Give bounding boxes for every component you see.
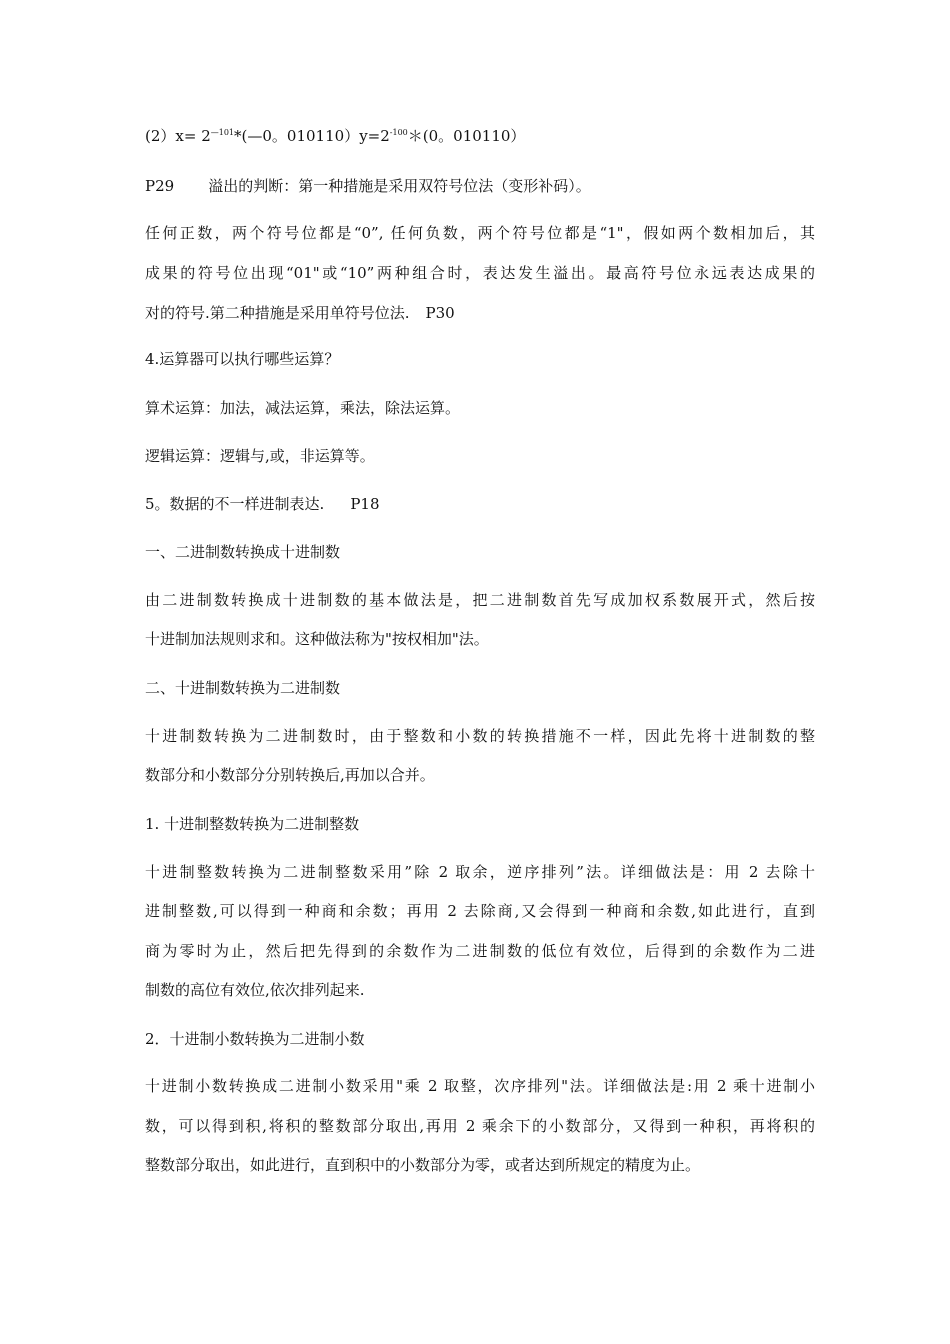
page-ref-p29: P29 [145,177,175,195]
sub2-line-1: 十进制小数转换成二进制小数采用"乘 2 取整，次序排列"法。详细做法是:用 2 乘十进制小 [145,1077,815,1095]
sec1-line-2: 十进制加法规则求和。这种做法称为"按权相加"法。 [145,630,489,648]
sub1-line-1: 十进制整数转换为二进制整数采用”除 2 取余，逆序排列”法。详细做法是：用 2 去除十 [145,863,815,881]
formula-mid: *(—0。010110）y=2 [234,127,390,145]
sec2-line-1: 十进制数转换为二进制数时，由于整数和小数的转换措施不一样，因此先将十进制数的整 [145,727,815,745]
q5-title: 5。数据的不一样进制表达. [145,495,325,513]
overflow-heading-line [145,176,815,196]
q4-title: 4.运算器可以执行哪些运算？ [145,350,340,368]
sec2-title: 二、十进制数转换为二进制数 [145,679,341,697]
overflow-para-text: 对的符号.第二种措施是采用单符号位法. [145,304,410,322]
exponent-x: —101 [210,128,235,137]
formula-line [145,126,815,146]
sec1-title: 一、二进制数转换成十进制数 [145,543,341,561]
sub1-title: 1. 十进制整数转换为二进制整数 [145,815,360,833]
sub2-line-3: 整数部分取出，如此进行，直到积中的小数部分为零，或者达到所规定的精度为止。 [145,1156,701,1174]
sec1-line-1: 由二进制数转换成十进制数的基本做法是，把二进制数首先写成加权系数展开式，然后按 [145,591,815,609]
overflow-para-line-1: 任何正数，两个符号位都是“0”, 任何负数，两个符号位都是“1"，假如两个数相加后，其 [145,224,815,242]
sub1-line-4: 制数的高位有效位,依次排列起来. [145,981,365,999]
exponent-y: -100 [389,128,408,137]
overflow-para-line-2: 成果的符号位出现“01"或“10”两种组合时，表达发生溢出。最高符号位永远表达成果的 [145,264,815,282]
overflow-para-line-3 [145,303,815,323]
overflow-heading: 溢出的判断：第一种措施是采用双符号位法（变形补码）。 [208,177,591,195]
formula-prefix: (2）x= 2 [145,127,211,145]
sub2-line-2: 数，可以得到积,将积的整数部分取出,再用 2 乘余下的小数部分，又得到一种积，再将积的 [145,1117,815,1135]
q5-title-line [145,494,815,514]
sub2-title: 2．十进制小数转换为二进制小数 [145,1030,365,1048]
page-ref-p30: P30 [425,304,455,322]
formula-suffix: ＊(0。010110） [407,127,526,145]
page-ref-p18: P18 [350,495,380,513]
sub1-line-2: 进制整数,可以得到一种商和余数；再用 2 去除商,又会得到一种商和余数,如此进行，直到 [145,902,815,920]
q4-logic: 逻辑运算：逻辑与,或，非运算等。 [145,447,375,465]
sub1-line-3: 商为零时为止，然后把先得到的余数作为二进制数的低位有效位，后得到的余数作为二进 [145,942,815,960]
sec2-line-2: 数部分和小数部分分别转换后,再加以合并。 [145,766,435,784]
q4-arith: 算术运算：加法，减法运算，乘法，除法运算。 [145,399,461,417]
